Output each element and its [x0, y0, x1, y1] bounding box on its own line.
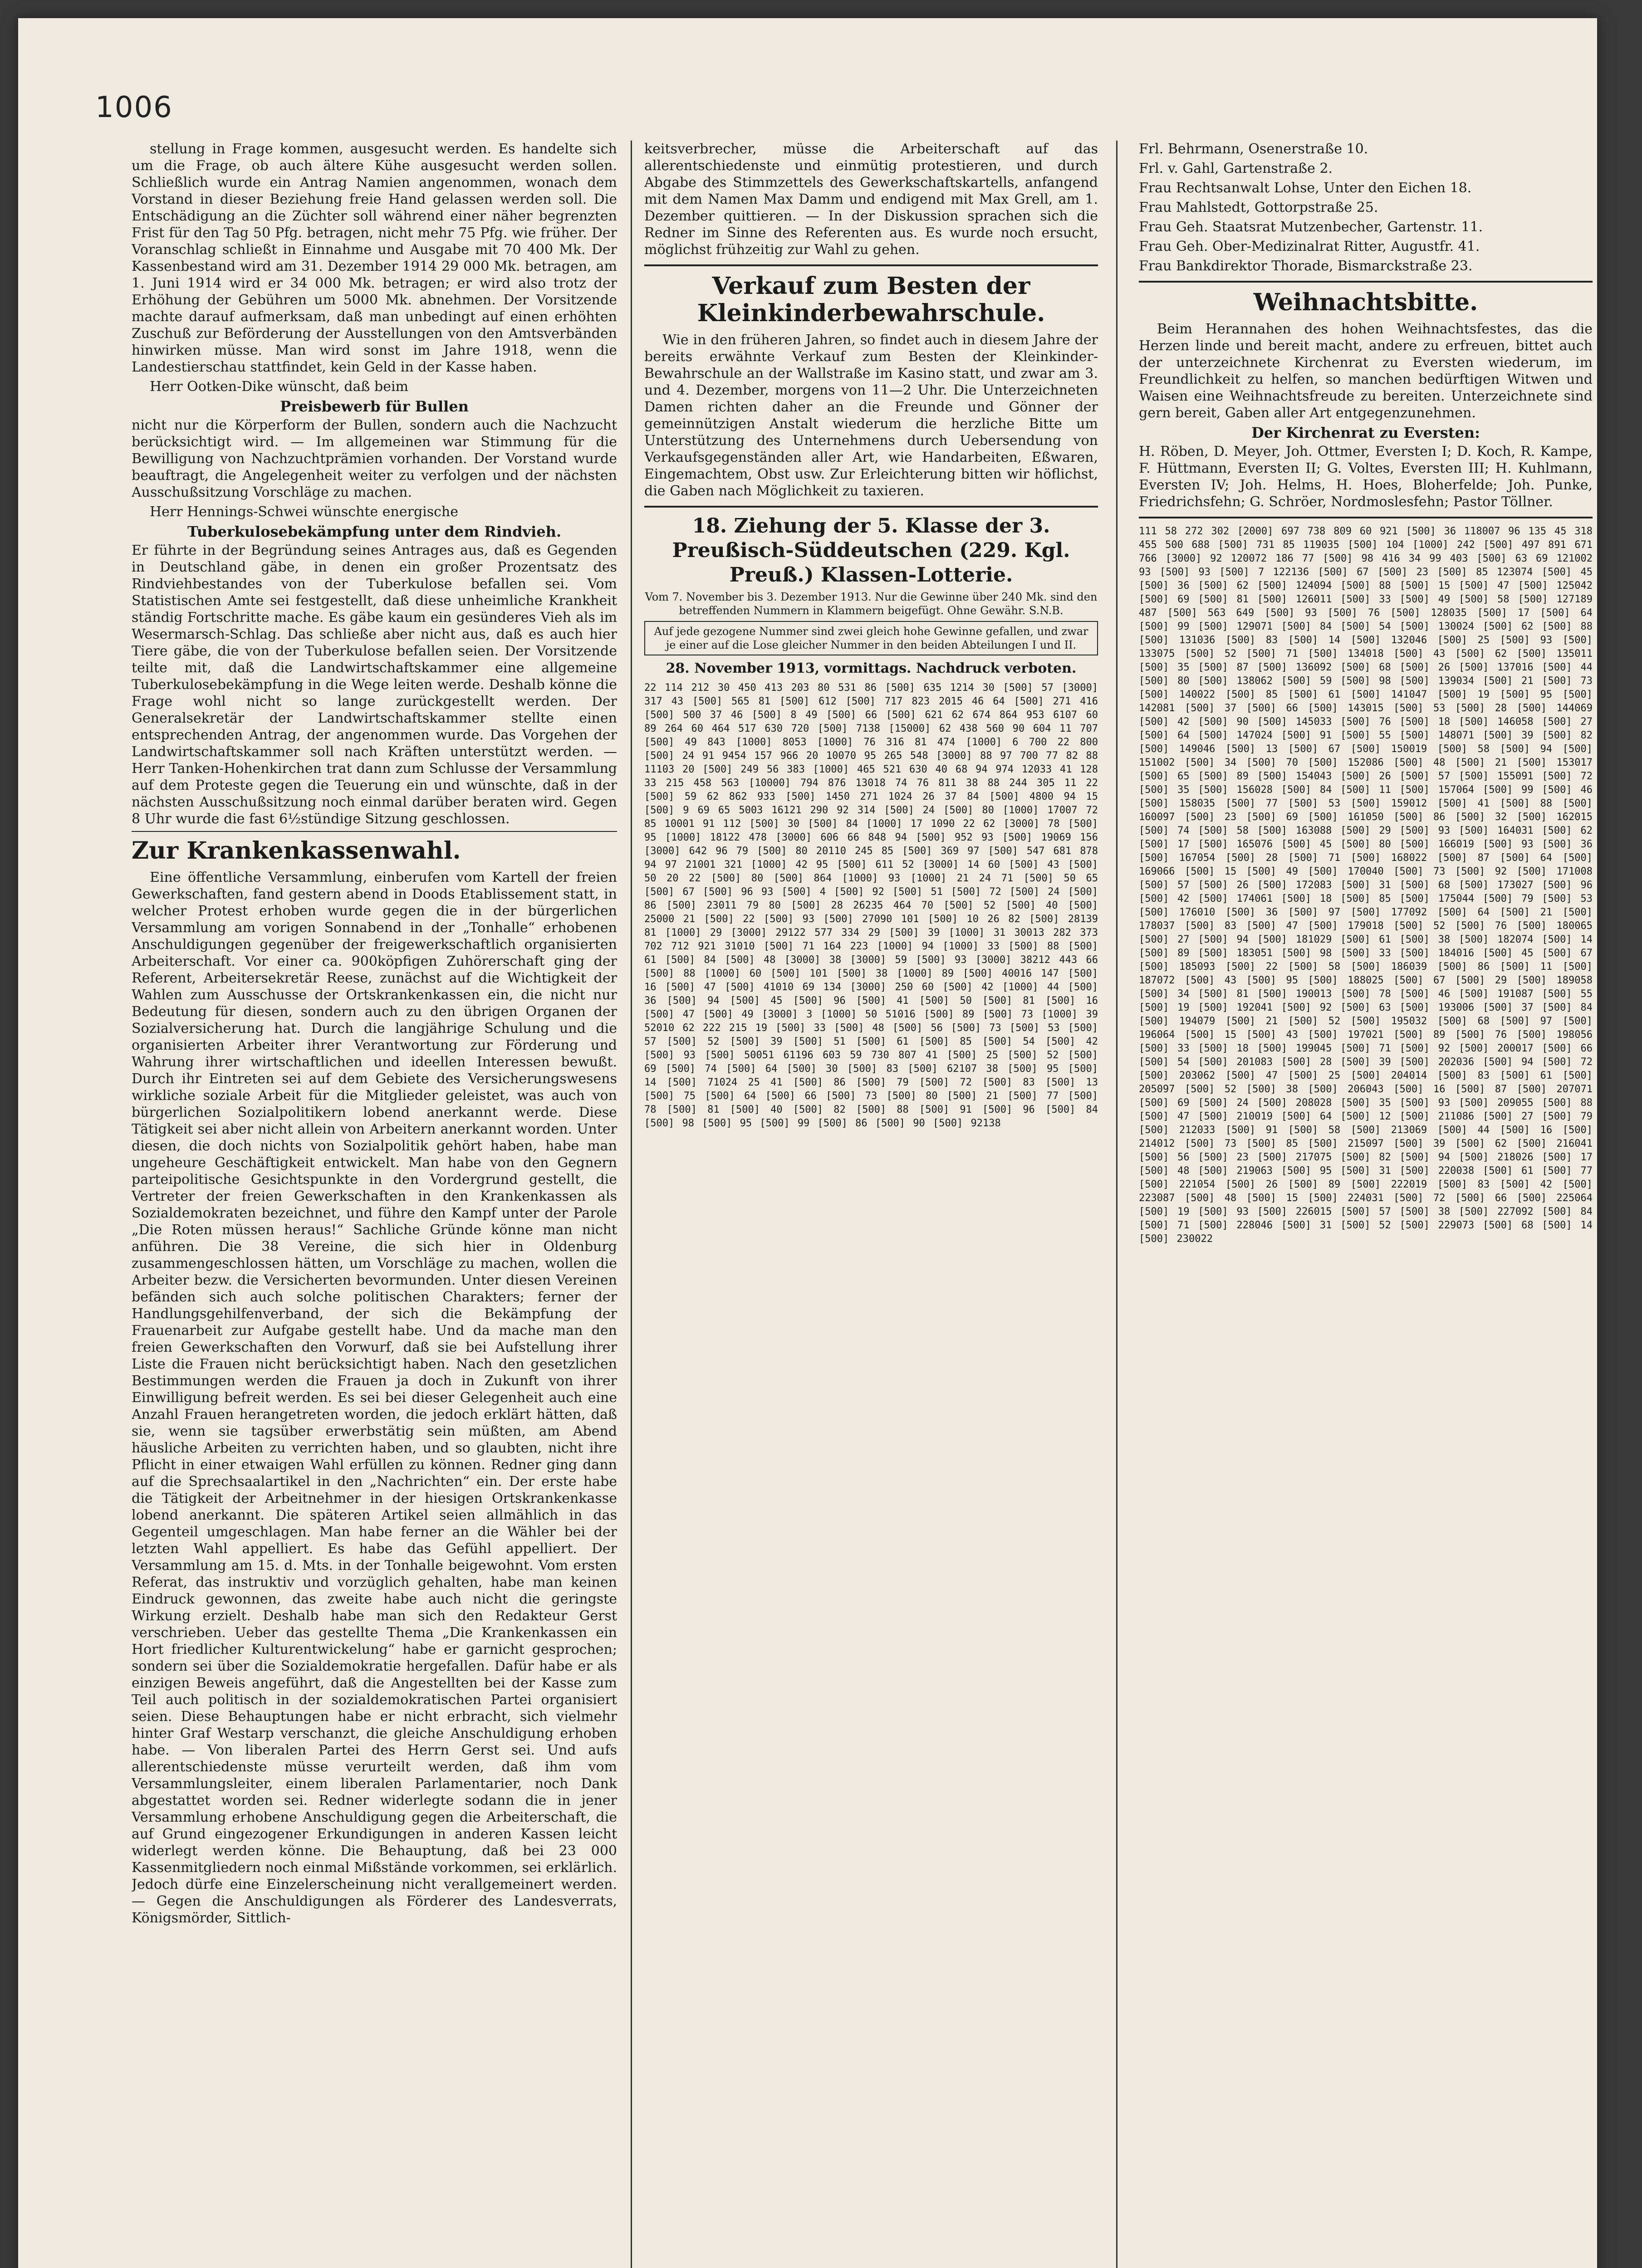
newspaper-page — [18, 18, 1597, 2268]
paragraph: Er führte in der Begründung seines Antrages aus, daß es Gegenden in Deutschland gäbe, in denen ein großer Prozentsatz des Rindviehbestandes von der Tuberkulose befallen sei. Vom Statistischen Amte sei festgestellt, daß diese unheimliche Krankheit ständig Fortschritte mache. Es gäbe kaum ein gesünderes Vieh als im Wesermarsch-Schlag. Das schließe aber nicht aus, daß es auch hier Tiere gäbe, die von der Tuberkulose befallen seien. Der Vorsitzende teilte mit, daß die Landwirtschaftskammer eine allgemeine Tuberkulosebekämpfung in die Wege leiten werde. Deshalb könne die Frage wohl nicht so lange zurückgestellt werden. Der Generalsekretär der Landwirtschaftskammer stellte einen entsprechenden Antrag, der angenommen wurde. Das Vorgehen der Landwirtschaftskammer soll nach Kräften unterstützt werden. — Herr Tanken-Hohenkirchen trat dann zum Schlusse der Versammlung auf dem Proteste gegen die Teuerung ein und wünschte, daß in der nächsten Ausschußsitzung noch einmal darüber beraten wird. Gegen 8 Uhr wurde die fast 6½stündige Sitzung geschlossen. — [132, 543, 617, 827]
headline: Verkauf zum Besten der Kleinkinderbewahrschule. — [697, 272, 1045, 327]
subheading: Preisbewerb für Bullen — [280, 398, 469, 415]
lottery-note: Vom 7. November bis 3. Dezember 1913. Nur die Gewinne über 240 Mk. sind den betreffenden Nummern in Klammern beigefügt. Ohne Gewähr. S.N.B. — [645, 591, 1098, 617]
list-item: Frau Bankdirektor Thorade, Bismarckstraße 23. — [1139, 258, 1473, 274]
subheading: Tuberkulosebekämpfung unter dem Rindvieh. — [187, 523, 562, 540]
paragraph: Herr Hennings-Schwei wünschte energische — [150, 504, 459, 520]
list-item: Frl. v. Gahl, Gartenstraße 2. — [1139, 161, 1333, 176]
signatures: H. Röben, D. Meyer, Joh. Ottmer, Eversten I; D. Koch, R. Kampe, F. Hüttmann, Eversten II; G. Voltes, Eversten III; H. Kuhlmann, Eversten IV; Joh. Helms, H. Hoes, Bloherfelde; Joh. Punke, Friedrichsfehn; G. Schröer, Nordmoslesfehn; Pastor Töllner. — [1139, 444, 1593, 510]
lottery-box-note: Auf jede gezogene Nummer sind zwei gleich hohe Gewinne gefallen, und zwar je einer auf die Lose gleicher Nummer in den beiden Abteilungen I und II. — [644, 621, 1098, 655]
column-rule-1 — [631, 141, 632, 2268]
draw-date: 28. November 1913, vormittags. Nachdruck verboten. — [666, 660, 1077, 676]
list-item: Frau Rechtsanwalt Lohse, Unter den Eichen 18. — [1139, 180, 1472, 196]
column-3 — [1139, 141, 1593, 2268]
page-number: 1006 — [95, 91, 173, 124]
paragraph: Eine öffentliche Versammlung, einberufen vom Kartell der freien Gewerkschaften, fand gestern abend in Doods Etablissement statt, in welcher Protest erhoben wurde gegen die in der bürgerlichen Versammlung am vorigen Sonnabend in der „Tonhalle“ erhobenen Anschuldigungen gegenüber der freigewerkschaftlich organisierten Arbeiterschaft. Vor einer ca. 900köpfigen Zuhörerschaft ging der Referent, Arbeitersekretär Reese, zunächst auf die Wichtigkeit der Wahlen zum Ausschusse der Ortskrankenkassen ein, die nicht nur Bedeutung für diesen, sondern auch zu den übrigen Organen der Sozialversicherung hat. Durch die langjährige Schulung und die organisierten Arbeiter ihrer Verantwortung zur Förderung und Wahrung ihrer wirtschaftlichen und ideellen Interessen bewußt. Durch ihr Eintreten sei auf dem Gebiete des Versicherungswesens wirkliche soziale Arbeit für die Mitglieder geleistet, was auch von bürgerlichen Sozialpolitikern lobend anerkannt werde. Diese Tätigkeit sei aber nicht allein von Arbeitern anerkannt worden. Unter diesen, die doch nichts von Sozialpolitik gehört haben, habe man ungeheure Geschäftigkeit entwickelt. Man habe von den Gegnern parteipolitische Gesichtspunkte in den Vordergrund gestellt, die Vertreter der freien Gewerkschaften in den Krankenkassen als Sozialdemokraten bezeichnet, und führe den Kampf unter der Parole „Die Roten müssen heraus!“ Sachliche Gründe könne man nicht anführen. Die 38 Vereine, die sich hier in Oldenburg zusammengeschlossen hätten, um Vorschläge zu machen, wollen die Arbeiter bezw. die Versicherten bevormunden. Unter diesen Vereinen befänden sich auch solche politischen Charakters; ferner der Handlungsgehilfenverband, der sich die Bekämpfung der Frauenarbeit zur Aufgabe gestellt habe. Und da mache man den freien Gewerkschaften den Vorwurf, daß sie bei Aufstellung ihrer Liste die Frauen nicht berücksichtigt haben. Nach den gesetzlichen Bestimmungen werden die Frauen ja doch in Zukunft von ihrer Einwilligung befreit werden. Es sei bei dieser Gelegenheit auch eine Anzahl Frauen herangetreten worden, die jedoch erklärt hätten, daß sie, wenn sie tagsüber erwerbstätig sein müßten, am Abend häusliche Arbeiten zu verrichten haben, und so glaubten, nicht ihre Pflicht in einer etwaigen Wahl erfüllen zu können. Redner ging dann auf die Sprechsaalartikel in den „Nachrichten“ ein. Der erste habe die Tätigkeit der Arbeitnehmer in der hiesigen Ortskrankenkasse lobend anerkannt. Die späteren Artikel seien allmählich in das Gegenteil umgeschlagen. Man habe ferner an die Wähler bei der letzten Wahl appelliert. Es habe das Gefühl appelliert. Der Versammlung am 15. d. Mts. in der Tonhalle beigewohnt. Vom ersten Referat, das instruktiv und vorzüglich gehalten, habe man keinen Eindruck gewonnen, das zweite habe auch nicht die geringste Wirkung erzielt. Deshalb habe man sich den Redakteur Gerst verschrieben. Ueber das gestellte Thema „Die Krankenkassen ein Hort friedlicher Kulturentwickelung“ habe er garnicht gesprochen; sondern sei über die Sozialdemokratie hergefallen. Dafür habe er als einzigen Beweis angeführt, daß die Angestellten bei der Kasse zum Teil auch politisch in der sozialdemokratischen Partei organisiert seien. Diese Behauptungen habe er nicht erbracht, sich vielmehr hinter Graf Westarp verschanzt, die gleiche Anschuldigung erhoben habe. — Von liberalen Partei des Herrn Gerst sei. Und aufs allerentschiedenste müsse verurteilt werden, daß ihm vom Versammlungsleiter, einem liberalen Parlamentarier, noch Dank abgestattet worden sei. Redner widerlegte sodann die in jener Versammlung erhobene Anschuldigung gegen die Arbeiterschaft, die auf Grund eingezogener Erkundigungen in anderen Kassen leicht widerlegt werden könne. Die Behauptung, daß bei 23 000 Kassenmitgliedern noch einmal Mißstände vorkommen, sei erklärlich. Jedoch dürfe eine Einzelerscheinung nicht verallgemeinert werden. — Gegen die Anschuldigungen als Förderer des Landesverrats, Königsmörder, Sittlich- — [132, 870, 617, 1926]
lottery-numbers: 111 58 272 302 [2000] 697 738 809 60 921 [500] 36 118007 96 135 45 318 455 500 688 [500] 731 85 119035 [500] 104 [1000] 242 [500] 497 891 671 766 [3000] 92 120072 186 77 [500] 98 416 34 99 403 [500] 63 69 121002 93 [500] 93 [500] 7 122136 [500] 67 [500] 23 [500] 85 123074 [500] 45 [500] 36 [500] 62 [500] 124094 [500] 88 [500] 15 [500] 47 [500] 125042 [500] 69 [500] 81 [500] 126011 [500] 33 [500] 49 [500] 58 [500] 127189 487 [500] 563 649 [500] 93 [500] 76 [500] 128035 [500] 17 [500] 64 [500] 99 [500] 129071 [500] 84 [500] 54 [500] 130024 [500] 62 [500] 88 [500] 131036 [500] 83 [500] 14 [500] 132046 [500] 25 [500] 93 [500] 133075 [500] 52 [500] 71 [500] 134018 [500] 43 [500] 62 [500] 135011 [500] 35 [500] 87 [500] 136092 [500] 68 [500] 26 [500] 137016 [500] 44 [500] 80 [500] 138062 [500] 59 [500] 98 [500] 139034 [500] 21 [500] 73 [500] 140022 [500] 85 [500] 61 [500] 141047 [500] 19 [500] 95 [500] 142081 [500] 37 [500] 66 [500] 143015 [500] 53 [500] 28 [500] 144069 [500] 42 [500] 90 [500] 145033 [500] 76 [500] 18 [500] 146058 [500] 27 [500] 64 [500] 147024 [500] 91 [500] 55 [500] 148071 [500] 39 [500] 82 [500] 149046 [500] 13 [500] 67 [500] 150019 [500] 58 [500] 94 [500] 151002 [500] 34 [500] 70 [500] 152086 [500] 48 [500] 21 [500] 153017 [500] 65 [500] 89 [500] 154043 [500] 26 [500] 57 [500] 155091 [500] 72 [500] 35 [500] 156028 [500] 84 [500] 11 [500] 157064 [500] 99 [500] 46 [500] 158035 [500] 77 [500] 53 [500] 159012 [500] 41 [500] 88 [500] 160097 [500] 23 [500] 69 [500] 161050 [500] 86 [500] 32 [500] 162015 [500] 74 [500] 58 [500] 163088 [500] 29 [500] 93 [500] 164031 [500] 62 [500] 17 [500] 165076 [500] 45 [500] 80 [500] 166019 [500] 93 [500] 36 [500] 167054 [500] 28 [500] 71 [500] 168022 [500] 87 [500] 64 [500] 169066 [500] 15 [500] 49 [500] 170040 [500] 73 [500] 92 [500] 171008 [500] 57 [500] 26 [500] 172083 [500] 31 [500] 68 [500] 173027 [500] 96 [500] 42 [500] 174061 [500] 18 [500] 85 [500] 175044 [500] 79 [500] 53 [500] 176010 [500] 36 [500] 97 [500] 177092 [500] 64 [500] 21 [500] 178037 [500] 83 [500] 47 [500] 179018 [500] 52 [500] 76 [500] 180065 [500] 27 [500] 94 [500] 181029 [500] 61 [500] 38 [500] 182074 [500] 14 [500] 89 [500] 183051 [500] 98 [500] 33 [500] 184016 [500] 45 [500] 67 [500] 185093 [500] 22 [500] 58 [500] 186039 [500] 86 [500] 11 [500] 187072 [500] 43 [500] 95 [500] 188025 [500] 67 [500] 29 [500] 189058 [500] 34 [500] 81 [500] 190013 [500] 78 [500] 46 [500] 191087 [500] 55 [500] 19 [500] 192041 [500] 92 [500] 63 [500] 193006 [500] 37 [500] 84 [500] 194079 [500] 21 [500] 52 [500] 195032 [500] 68 [500] 97 [500] 196064 [500] 15 [500] 43 [500] 197021 [500] 89 [500] 76 [500] 198056 [500] 33 [500] 18 [500] 199045 [500] 71 [500] 92 [500] 200017 [500] 66 [500] 54 [500] 201083 [500] 28 [500] 39 [500] 202036 [500] 94 [500] 72 [500] 203062 [500] 47 [500] 25 [500] 204014 [500] 83 [500] 61 [500] 205097 [500] 52 [500] 38 [500] 206043 [500] 16 [500] 87 [500] 207071 [500] 69 [500] 24 [500] 208028 [500] 35 [500] 93 [500] 209055 [500] 88 [500] 47 [500] 210019 [500] 64 [500] 12 [500] 211086 [500] 27 [500] 79 [500] 212033 [500] 91 [500] 58 [500] 213069 [500] 44 [500] 16 [500] 214012 [500] 73 [500] 85 [500] 215097 [500] 39 [500] 62 [500] 216041 [500] 56 [500] 23 [500] 217075 [500] 82 [500] 94 [500] 218026 [500] 17 [500] 48 [500] 219063 [500] 95 [500] 31 [500] 220038 [500] 61 [500] 77 [500] 221054 [500] 26 [500] 89 [500] 222019 [500] 83 [500] 42 [500] 223087 [500] 48 [500] 15 [500] 224031 [500] 72 [500] 66 [500] 225064 [500] 19 [500] 93 [500] 226015 [500] 57 [500] 38 [500] 227092 [500] 84 [500] 71 [500] 228046 [500] 31 [500] 52 [500] 229073 [500] 68 [500] 14 [500] 230022 — [1139, 526, 1593, 1245]
section-rule — [644, 264, 1098, 266]
paragraph: Beim Herannahen des hohen Weihnachtsfestes, das die Herzen linde und bereit macht, andere zu erfreuen, bittet auch der unterzeichnete Kirchenrat zu Eversten wiederum, im Freundlichkeit zu helfen, so manchen bedürftigen Witwen und Waisen eine Weihnachtsfreude zu bereiten. Unterzeichnete sind gern bereit, Gaben aller Art entgegenzunehmen. — [1139, 321, 1593, 421]
lottery-title: 18. Ziehung der 5. Klasse der 3. Preußisch-Süddeutschen (229. Kgl. Preuß.) Klassen-Lotterie. — [672, 514, 1070, 587]
section-rule — [644, 506, 1098, 508]
lottery-numbers: 22 114 212 30 450 413 203 80 531 86 [500] 635 1214 30 [500] 57 [3000] 317 43 [500] 565 81 [500] 612 [500] 717 823 2015 46 64 [500] 271 416 [500] 500 37 46 [500] 8 49 [500] 66 [500] 621 62 674 864 953 6107 60 89 264 60 464 517 630 720 [500] 7138 [15000] 62 438 560 90 604 11 707 [500] 49 843 [1000] 8053 [1000] 76 316 81 474 [1000] 6 700 22 800 [500] 24 91 9454 157 966 20 10070 95 265 548 [3000] 88 97 700 77 82 88 11103 20 [500] 249 56 383 [1000] 465 521 630 40 68 94 974 12033 41 128 33 215 458 563 [10000] 794 876 13018 74 76 811 38 88 244 305 11 22 [500] 59 62 862 933 [500] 1450 271 1024 26 37 84 [500] 4800 94 15 [500] 9 69 65 5003 16121 290 92 314 [500] 24 [500] 80 [1000] 17007 72 85 10001 91 112 [500] 30 [500] 84 [1000] 17 1090 22 62 [3000] 78 [500] 95 [1000] 18122 478 [3000] 606 66 848 94 [500] 952 93 [500] 19069 156 [3000] 642 96 79 [500] 80 20110 245 85 [500] 369 97 [500] 547 681 878 94 97 21001 321 [1000] 42 95 [500] 611 52 [3000] 14 60 [500] 43 [500] 50 20 22 [500] 80 [500] 864 [1000] 93 [1000] 21 24 71 [500] 50 65 [500] 67 [500] 96 93 [500] 4 [500] 92 [500] 51 [500] 72 [500] 24 [500] 86 [500] 23011 79 80 [500] 28 26235 464 70 [500] 52 [500] 40 [500] 25000 21 [500] 22 [500] 93 [500] 27090 101 [500] 10 26 82 [500] 28139 81 [1000] 29 [3000] 29122 577 334 29 [500] 39 [1000] 31 30013 282 373 702 712 921 31010 [500] 71 164 223 [1000] 94 [1000] 33 [500] 88 [500] 61 [500] 84 [500] 48 [3000] 38 [3000] 59 [500] 93 [3000] 38212 443 66 [500] 88 [1000] 60 [500] 101 [500] 38 [1000] 89 [500] 40016 147 [500] 16 [500] 47 [500] 41010 69 134 [3000] 250 60 [500] 42 [1000] 44 [500] 36 [500] 94 [500] 45 [500] 96 [500] 41 [500] 50 [500] 81 [500] 16 [500] 47 [500] 49 [3000] 3 [1000] 50 51016 [500] 89 [500] 73 [1000] 39 52010 62 222 215 19 [500] 33 [500] 48 [500] 56 [500] 73 [500] 53 [500] 57 [500] 52 [500] 39 [500] 51 [500] 61 [500] 85 [500] 54 [500] 42 [500] 93 [500] 50051 61196 603 59 730 807 41 [500] 25 [500] 52 [500] 69 [500] 74 [500] 64 [500] 30 [500] 83 [500] 62107 38 [500] 95 [500] 14 [500] 71024 25 41 [500] 86 [500] 79 [500] 72 [500] 83 [500] 13 [500] 75 [500] 64 [500] 66 [500] 73 [500] 80 [500] 21 [500] 77 [500] 78 [500] 81 [500] 40 [500] 82 [500] 88 [500] 91 [500] 96 [500] 84 [500] 98 [500] 95 [500] 99 [500] 86 [500] 90 [500] 92138 — [644, 682, 1098, 1129]
paragraph: keitsverbrecher, müsse die Arbeiterschaft auf das allerentschiedenste und einmütig protestieren, und durch Abgabe des Stimmzettels des Gewerkschaftskartells, anfangend mit dem Namen Max Damm und endigend mit Max Grell, am 1. Dezember quittieren. — In der Diskussion sprachen sich die Redner im Sinne des Referenten aus. Es wurde noch ersucht, möglichst frühzeitig zur Wahl zu gehen. — [644, 141, 1098, 258]
signature-heading: Der Kirchenrat zu Eversten: — [1251, 424, 1480, 441]
paragraph: stellung in Frage kommen, ausgesucht werden. Es handelte sich um die Frage, ob auch ältere Kühe ausgesucht werden sollen. Schließlich wurde ein Antrag Namien angenommen, wonach dem Vorstand in dieser Beziehung freie Hand gelassen werden soll. Die Entschädigung an die Züchter soll während einer näher begrenzten Frist für den Tag 50 Pfg. betragen, nicht mehr 75 Pfg. wie früher. Der Voranschlag schließt in Einnahme und Ausgabe mit 70 400 Mk. Der Kassenbestand wird am 31. Dezember 1914 29 000 Mk. betragen, am 1. Juni 1914 wird er 34 000 Mk. betragen; er wird also trotz der Erhöhung der Gebühren um 5000 Mk. abnehmen. Der Vorsitzende machte darauf aufmerksam, daß man unbedingt auf einen erhöhten Zuschuß zur Beförderung der Ausstellungen von den Amtsverbänden hinwirken müsse. Man wird sonst im Jahre 1918, wenn die Landestierschau stattfindet, kein Geld in der Kasse haben. — [132, 141, 617, 375]
section-rule — [1139, 281, 1593, 283]
list-item: Frl. Behrmann, Osenerstraße 10. — [1139, 141, 1368, 157]
headline: Zur Krankenkassenwahl. — [132, 837, 461, 865]
column-2 — [644, 141, 1098, 2268]
column-1 — [132, 141, 617, 2268]
list-item: Frau Geh. Ober-Medizinalrat Ritter, Augustfr. 41. — [1139, 239, 1480, 254]
headline: Weihnachtsbitte. — [1253, 288, 1478, 316]
section-rule — [1139, 517, 1593, 518]
section-rule — [132, 831, 617, 832]
paragraph: Herr Ootken-Dike wünscht, daß beim — [150, 379, 408, 395]
paragraph: Wie in den früheren Jahren, so findet auch in diesem Jahre der bereits erwähnte Verkauf zum Besten der Kleinkinder-Bewahrschule an der Wallstraße im Kasino statt, und zwar am 3. und 4. Dezember, morgens von 11—2 Uhr. Die Unterzeichneten Damen richten daher an die Freunde und Gönner der gemeinnützigen Anstalt wiederum die herzliche Bitte um Unterstützung des Unternehmens durch Uebersendung von Verkaufsgegenständen aller Art, wie Handarbeiten, Eßwaren, Eingemachtem, Obst usw. Zur Erleichterung bitten wir höflichst, die Gaben nach Möglichkeit zu taxieren. — [644, 332, 1098, 499]
column-rule-2 — [1116, 141, 1118, 2268]
list-item: Frau Geh. Staatsrat Mutzenbecher, Gartenstr. 11. — [1139, 219, 1483, 235]
list-item: Frau Mahlstedt, Gottorpstraße 25. — [1139, 200, 1378, 215]
paragraph: nicht nur die Körperform der Bullen, sondern auch die Nachzucht berücksichtigt wird. — Im allgemeinen war Stimmung für die Bewilligung von Nachzuchtprämien vorhanden. Der Vorstand wurde beauftragt, die Angelegenheit weiter zu verfolgen und der nächsten Ausschußsitzung Vorschläge zu machen. — [132, 417, 617, 500]
